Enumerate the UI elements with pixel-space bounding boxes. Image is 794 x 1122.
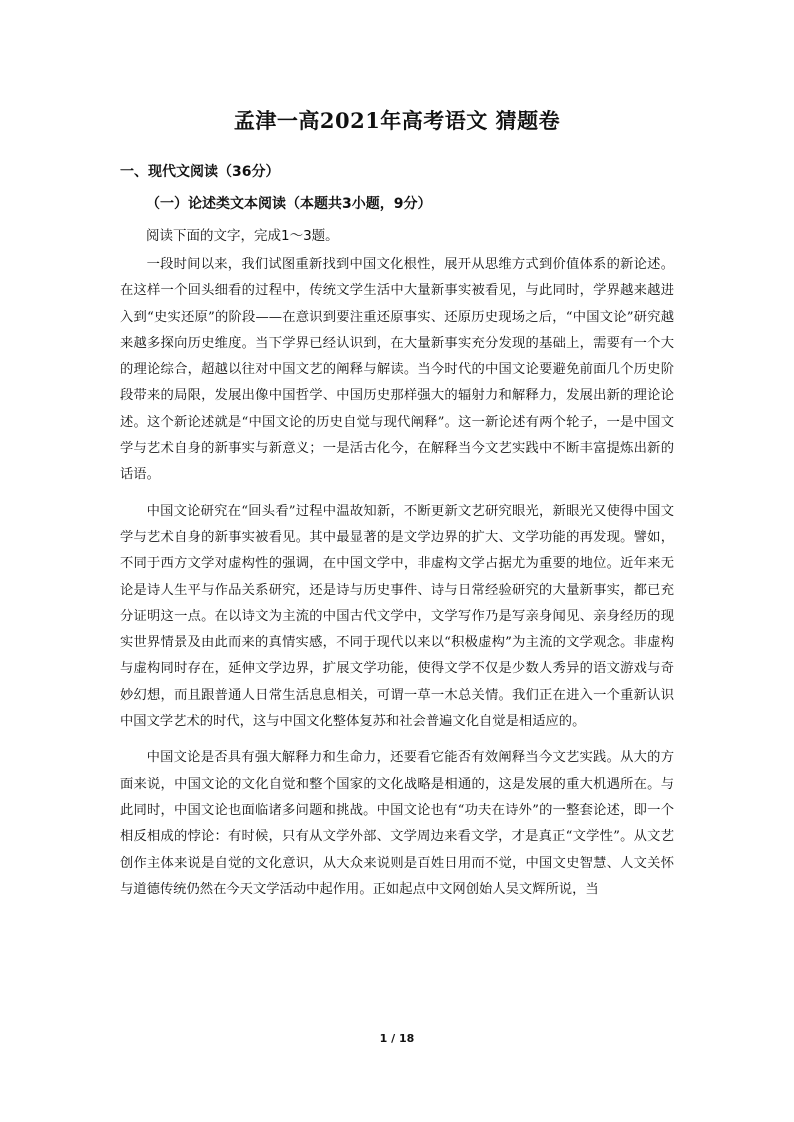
passage-body [120,252,674,903]
passage-paragraph: 中国文论研究在“回头看”过程中温故知新，不断更新文艺研究眼光，新眼光又使得中国文学与艺术自身的新事实被看见。其中最显著的是文学边界的扩大、文学功能的再发现。譬如，不同于西方文学对虚构性的强调，在中国文学中，非虚构文学占据尤为重要的地位。近年来无论是诗人生平与作品关系研究，还是诗与历史事件、诗与日常经验研究的大量新事实，都已充分证明这一点。在以诗文为主流的中国古代文学中，文学写作乃是写亲身闻见、亲身经历的现实世界情景及由此而来的真情实感，不同于现代以来以“积极虚构”为主流的文学观念。非虚构与虚构同时存在，延伸文学边界，扩展文学功能，使得文学不仅是少数人秀异的语文游戏与奇妙幻想，而且跟普通人日常生活息息相关，可谓一草一木总关情。我们正在进入一个重新认识中国文学艺术的时代，这与中国文化整体复苏和社会普遍文化自觉是相适应的。 [120,503,674,730]
subsection-heading: （一）论述类文本阅读（本题共3小题，9分） [146,196,432,212]
document-title: 孟津一高2021年高考语文 猜题卷 [233,108,561,133]
passage-paragraph: 中国文论是否具有强大解释力和生命力，还要看它能否有效阐释当今文艺实践。从大的方面来说，中国文论的文化自觉和整个国家的文化战略是相通的，这是发展的重大机遇所在。与此同时，中国文论也面临诸多问题和挑战。中国文论也有“功夫在诗外”的一整套论述，即一个相反相成的悖论：有时候，只有从文学外部、文学周边来看文学，才是真正“文学性”。从文艺创作主体来说是自觉的文化意识，从大众来说则是百姓日用而不觉，中国文史智慧、人文关怀与道德传统仍然在今天文学活动中起作用。正如起点中文网创始人吴文辉所说，当 [120,750,674,897]
page-number: 1 / 18 [379,1032,415,1045]
passage-paragraph: 一段时间以来，我们试图重新找到中国文化根性，展开从思维方式到价值体系的新论述。在这样一个回头细看的过程中，传统文学生活中大量新事实被看见，与此同时，学界越来越进入到“史实还原”的阶段——在意识到要注重还原事实、还原历史现场之后，“中国文论”研究越来越多探向历史维度。当下学界已经认识到，在大量新事实充分发现的基础上，需要有一个大的理论综合，超越以往对中国文艺的阐释与解读。当今时代的中国文论要避免前面几个历史阶段带来的局限，发展出像中国哲学、中国历史那样强大的辐射力和解释力，发展出新的理论论述。这个新论述就是“中国文论的历史自觉与现代阐释”。这一新论述有两个轮子，一是中国文学与艺术自身的新事实与新意义；一是活古化今，在解释当今文艺实践中不断丰富提炼出新的话语。 [120,257,674,483]
reading-instruction: 阅读下面的文字，完成1～3题。 [146,228,339,244]
section-heading: 一、现代文阅读（36分） [120,164,280,180]
